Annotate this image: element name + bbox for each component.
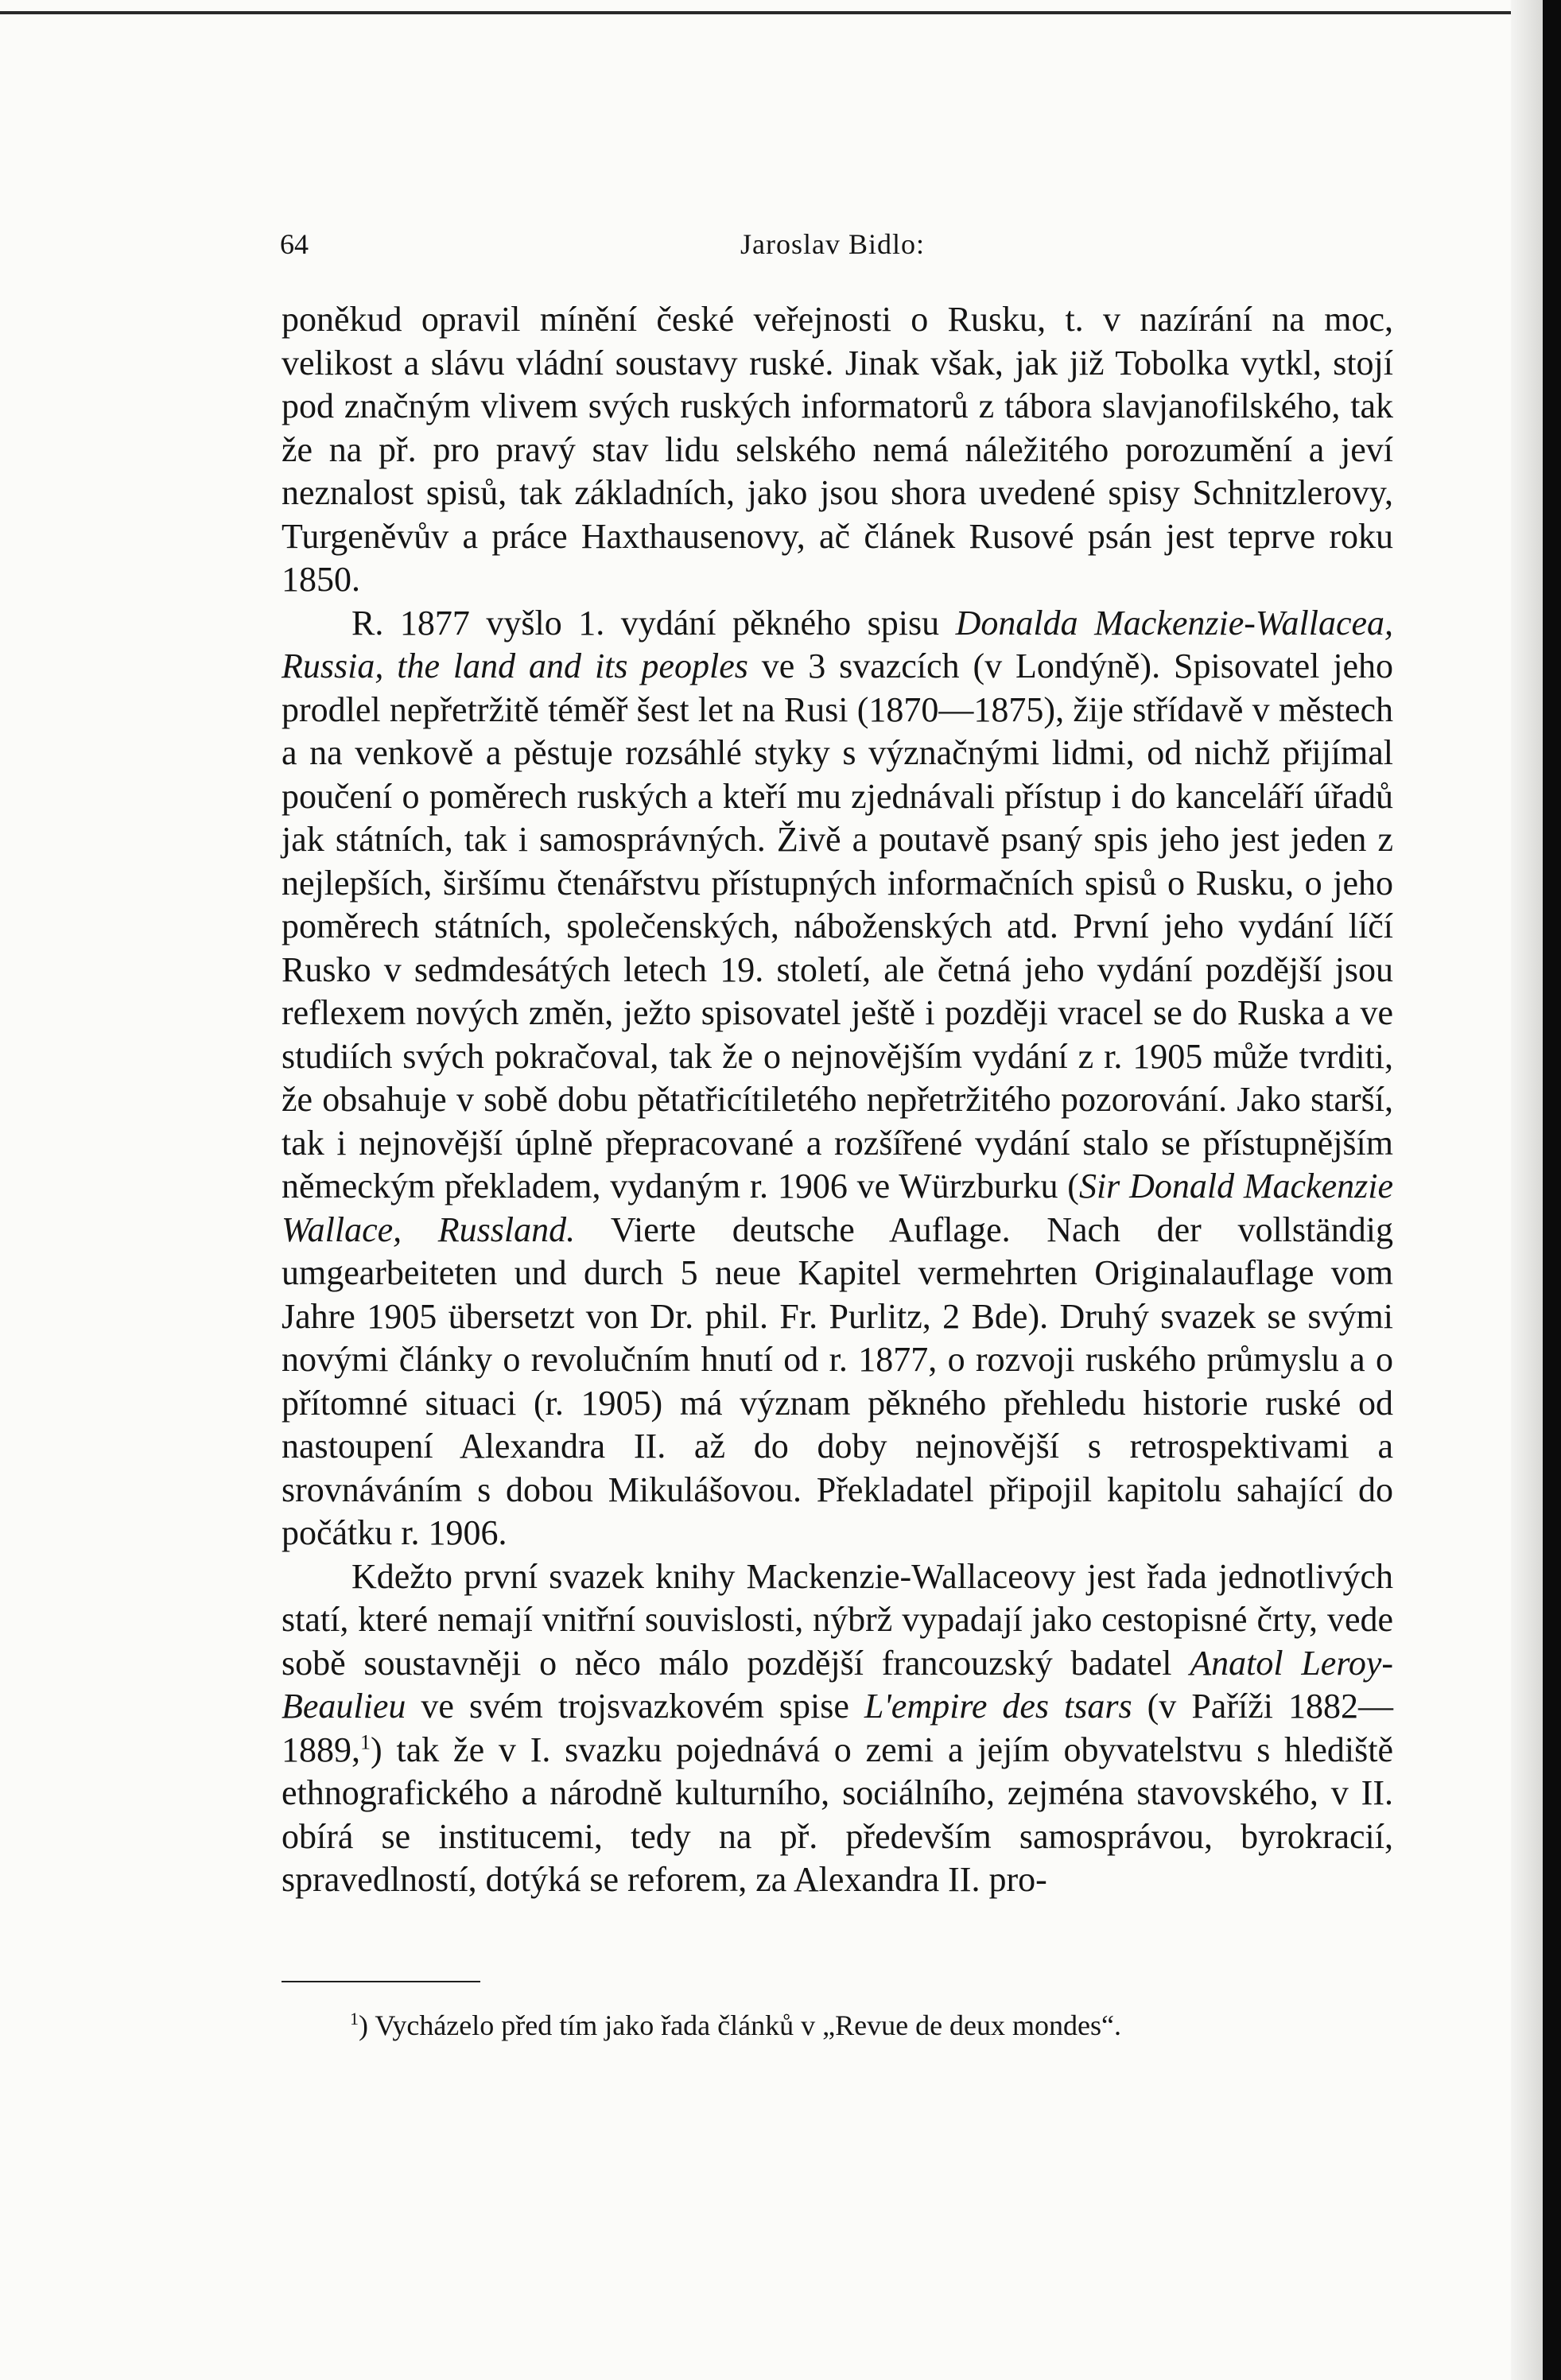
footnote	[350, 2007, 1400, 2044]
footnote-text: ) Vycházelo před tím jako řada článků v „Revue de deux mondes“.	[359, 2009, 1121, 2041]
page-right-edge	[1511, 0, 1543, 2380]
top-edge-rule	[0, 11, 1543, 14]
footnote-divider	[282, 1981, 480, 1982]
text-run: (v Paříži 1882—1889,	[282, 1687, 1393, 1769]
italic-title: Sir Donald Mackenzie Wallace, Russland.	[282, 1167, 1393, 1249]
page-number: 64	[280, 228, 309, 260]
running-head: Jaroslav Bidlo:	[740, 228, 925, 260]
paragraph	[282, 602, 1393, 1555]
italic-title: Donalda Mackenzie-Wallacea, Russia, the land and its peoples	[282, 603, 1393, 685]
main-text	[282, 298, 1393, 1902]
footnote-reference: 1	[360, 1730, 371, 1753]
text-run: R. 1877 vyšlo 1. vydání pěkného spisu	[351, 603, 956, 643]
footnote-marker: 1	[350, 2009, 359, 2029]
text-run: Kdežto první svazek knihy Mackenzie-Wallaceovy jest řada jednotlivých statí, které nemají vnitřní souvislosti, nýbrž vypadají jako cestopisné črty, vede sobě soustavněji o něco málo pozdější francouzský badatel	[282, 1556, 1393, 1683]
text-run: ve svém trojsvazkovém spise	[406, 1687, 864, 1726]
paragraph	[282, 298, 1393, 602]
text-run: ve 3 svazcích (v Londýně). Spisovatel jeho prodlel nepřetržitě téměř šest let na Rusi (1870—1875), žije střídavě v městech a na venkově a pěstuje rozsáhlé styky s význačnými lidmi, od nichž přijímal poučení o poměrech ruských a kteří mu zjednávali přístup i do kanceláří úřadů jak státních, tak i samosprávných. Živě a poutavě psaný spis jeho jest jeden z nejlepších, širšímu čtenářstvu přístupných informačních spisů o Rusku, o jeho poměrech státních, společenských, náboženských atd. První jeho vydání líčí Rusko v sedmdesátých letech 19. století, ale četná jeho vydání pozdější jsou reflexem nových změn, ježto spisovatel ještě i později vracel se do Ruska a ve studiích svých pokračoval, tak že o nejnovějším vydání z r. 1905 může tvrditi, že obsahuje v sobě dobu pětatřicítiletého nepřetržitého pozorování. Jako starší, tak i nejnovější úplně přepracované a rozšířené vydání stalo se přístupnějším německým překladem, vydaným r. 1906 ve Würzburku (	[282, 646, 1393, 1206]
text-run: ) tak že v I. svazku pojednává o zemi a jejím obyvatelstvu s hlediště ethnografického a národně kulturního, sociálního, zejména stavovského, v II. obírá se institucemi, tedy na př. především samosprávou, byrokracií, spravedlností, dotýká se reforem, za Alexandra II. pro-	[282, 1730, 1393, 1899]
italic-title: L'empire des tsars	[864, 1687, 1132, 1726]
text-run: Vierte deutsche Auflage. Nach der vollständig umgearbeiteten und durch 5 neue Kapitel vermehrten Originalauflage vom Jahre 1905 übersetzt von Dr. phil. Fr. Purlitz, 2 Bde). Druhý svazek se svými novými články o revolučním hnutí od r. 1877, o rozvoji ruského průmyslu a o přítomné situaci (r. 1905) má význam pěkného přehledu historie ruské od nastoupení Alexandra II. až do doby nejnovější s retrospektivami a srovnáváním s dobou Mikulášovou. Překladatel připojil kapitolu sahající do počátku r. 1906.	[282, 1209, 1393, 1552]
italic-title: Anatol Leroy-Beaulieu	[282, 1643, 1394, 1726]
text-run: poněkud opravil mínění české veřejnosti o Rusku, t. v nazírání na moc, velikost a slávu vládní soustavy ruské. Jinak však, jak již Tobolka vytkl, stojí pod značným vlivem svých ruských informatorů z tábora slavjanofilského, tak že na př. pro pravý stav lidu selského nemá náležitého porozumění a jeví neznalost spisů, tak základních, jako jsou shora uvedené spisy Schnitzlerovy, Turgeněvův a práce Haxthausenovy, ač článek Rusové psán jest teprve roku 1850.	[282, 300, 1393, 599]
page-header	[280, 224, 1385, 264]
paragraph	[282, 1555, 1393, 1902]
